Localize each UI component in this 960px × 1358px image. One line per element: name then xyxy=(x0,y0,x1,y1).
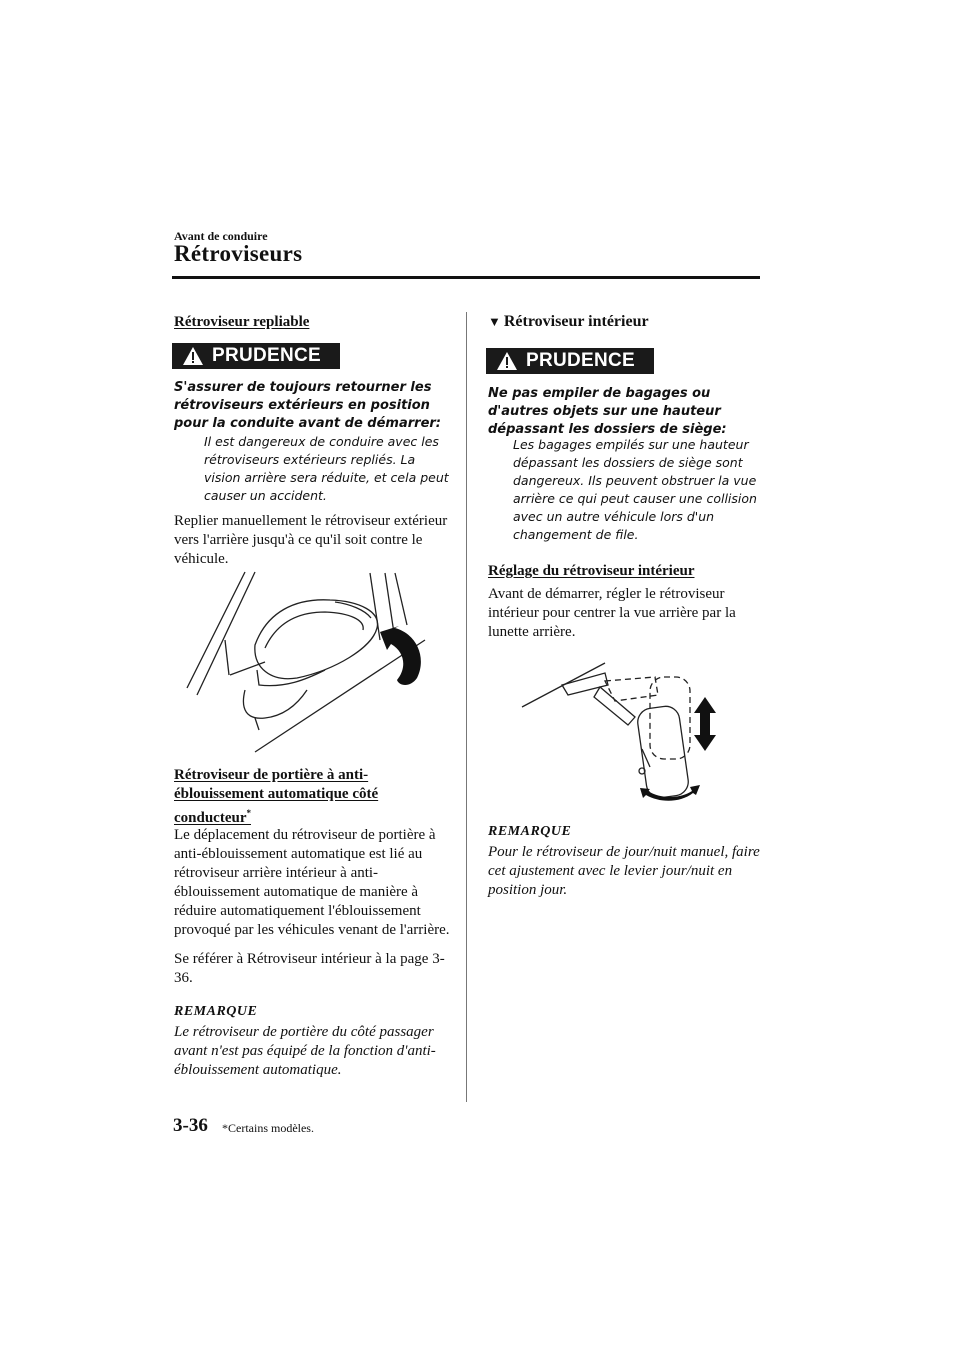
triangle-down-icon: ▼ xyxy=(488,314,501,329)
section-label: Avant de conduire xyxy=(174,229,268,243)
optional-mark: * xyxy=(246,808,251,818)
heading-folding-mirror: Rétroviseur repliable xyxy=(174,314,310,330)
note-text: Le rétroviseur de portière du côté passager avant n'est pas équipé de la fonction d'anti-éblouissement automatique. xyxy=(174,1024,436,1078)
header-rule xyxy=(172,276,760,279)
side-mirror-illustration xyxy=(185,570,435,755)
caution-statement-right: Ne pas empiler de bagages ou d'autres objets sur une hauteur dépassant les dossiers de siège: xyxy=(488,386,727,437)
heading-auto-dimming-mirror xyxy=(174,766,444,828)
page-number: 3-36 xyxy=(173,1115,208,1136)
note-text-right: Pour le rétroviseur de jour/nuit manuel, faire cet ajustement avec le levier jour/nuit en position jour. xyxy=(488,844,760,898)
warning-icon xyxy=(182,346,204,366)
cross-reference: Se référer à Rétroviseur intérieur à la page 3-36. xyxy=(174,951,445,986)
caution-badge xyxy=(172,343,340,369)
caution-statement: S'assurer de toujours retourner les rétroviseurs extérieurs en position pour la conduite avant de démarrer: xyxy=(174,380,442,431)
heading-adjust-mirror: Réglage du rétroviseur intérieur xyxy=(488,563,695,579)
caution-label: PRUDENCE xyxy=(212,345,322,366)
auto-dimming-description: Le déplacement du rétroviseur de portière à anti-éblouissement automatique est lié au rétroviseur arrière intérieur à anti-éblouissement automatique de manière à réduire automatiquement l'éblouissement provoqué par les véhicules venant de l'arrière. xyxy=(174,827,450,938)
heading-interior-mirror xyxy=(488,313,649,331)
caution-explanation-right: Les bagages empilés sur une hauteur dépassant les dossiers de siège sont dangereux. Ils peuvent obstruer la vue arrière ce qui peut causer une collision avec un autre véhicule lors d'un changement de file. xyxy=(513,437,757,542)
fold-instruction: Replier manuellement le rétroviseur extérieur vers l'arrière jusqu'à ce qu'il soit contre le véhicule. xyxy=(174,513,448,567)
column-divider xyxy=(466,312,467,1102)
caution-explanation: Il est dangereux de conduire avec les rétroviseurs extérieurs repliés. La vision arrière sera réduite, et cela peut causer un accident. xyxy=(204,434,449,503)
note-title-right: REMARQUE xyxy=(488,824,572,839)
caution-label-right: PRUDENCE xyxy=(526,350,636,371)
page-title: Rétroviseurs xyxy=(174,241,303,266)
interior-mirror-illustration xyxy=(520,655,730,805)
warning-icon xyxy=(496,351,518,371)
note-title: REMARQUE xyxy=(174,1004,258,1019)
footnote: *Certains modèles. xyxy=(222,1121,314,1135)
heading-auto-dimming-text: Rétroviseur de portière à anti-éblouissement automatique côté conducteur xyxy=(174,767,379,826)
heading-interior-text: Rétroviseur intérieur xyxy=(503,313,649,330)
caution-badge-right xyxy=(486,348,654,374)
adjust-instruction: Avant de démarrer, régler le rétroviseur intérieur pour centrer la vue arrière par la lunette arrière. xyxy=(488,586,736,640)
